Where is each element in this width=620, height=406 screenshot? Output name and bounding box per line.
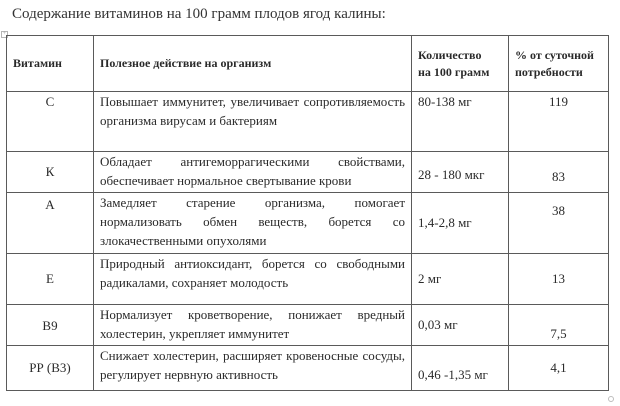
- table-row: [7, 305, 609, 346]
- vitamin-effect: Снижает холестерин, расширяет кровеносные сосуды, регулирует нервную активность: [94, 346, 412, 391]
- table-caption: Содержание витаминов на 100 грамм плодов ягод калины:: [12, 6, 386, 22]
- vitamin-effect: Повышает иммунитет, увеличивает сопротивляемость организма вирусам и бактериям: [94, 92, 412, 152]
- vitamin-amount: 2 мг: [412, 254, 509, 305]
- vitamin-table: [6, 35, 609, 391]
- vitamin-effect: Нормализует кроветворение, понижает вредный холестерин, укрепляет иммунитет: [94, 305, 412, 346]
- table-row: [7, 346, 609, 391]
- table-row: [7, 152, 609, 193]
- table-move-handle-icon[interactable]: +: [2, 31, 7, 37]
- vitamin-effect: Природный антиоксидант, борется со свободными радикалами, сохраняет молодость: [94, 254, 412, 305]
- table-row: [7, 193, 609, 254]
- vitamin-percent: 119: [509, 92, 609, 152]
- table-row: [7, 254, 609, 305]
- vitamin-name: Е: [7, 254, 94, 305]
- table-row: [7, 92, 609, 152]
- vitamin-percent: 7,5: [509, 305, 609, 346]
- vitamin-percent: 4,1: [509, 346, 609, 391]
- vitamin-name: С: [7, 92, 94, 152]
- vitamin-name: К: [7, 152, 94, 193]
- vitamin-amount: 1,4-2,8 мг: [412, 193, 509, 254]
- vitamin-effect: Замедляет старение организма, помогает нормализовать обмен веществ, борется со злокачественными опухолями: [94, 193, 412, 254]
- vitamin-amount: 0,46 -1,35 мг: [412, 346, 509, 391]
- header-amount-line1: Количество: [418, 47, 482, 62]
- header-effect: Полезное действие на организм: [94, 36, 412, 92]
- vitamin-amount: 28 - 180 мкг: [412, 152, 509, 193]
- header-percent-line2: потребности: [515, 64, 583, 79]
- table-resize-handle-icon[interactable]: [608, 396, 614, 402]
- vitamin-percent: 83: [509, 152, 609, 193]
- vitamin-name: РР (В3): [7, 346, 94, 391]
- vitamin-percent: 13: [509, 254, 609, 305]
- header-vitamin: Витамин: [7, 36, 94, 92]
- vitamin-name: А: [7, 193, 94, 254]
- vitamin-effect: Обладает антигеморрагическими свойствами, обеспечивает нормальное свертывание крови: [94, 152, 412, 193]
- header-amount: [412, 36, 509, 92]
- table-header-row: [7, 36, 609, 92]
- vitamin-name: В9: [7, 305, 94, 346]
- header-amount-line2: на 100 грамм: [418, 64, 490, 79]
- header-percent: [509, 36, 609, 92]
- vitamin-amount: 80-138 мг: [412, 92, 509, 152]
- vitamin-amount: 0,03 мг: [412, 305, 509, 346]
- header-percent-line1: % от суточной: [515, 47, 594, 62]
- vitamin-percent: 38: [509, 193, 609, 254]
